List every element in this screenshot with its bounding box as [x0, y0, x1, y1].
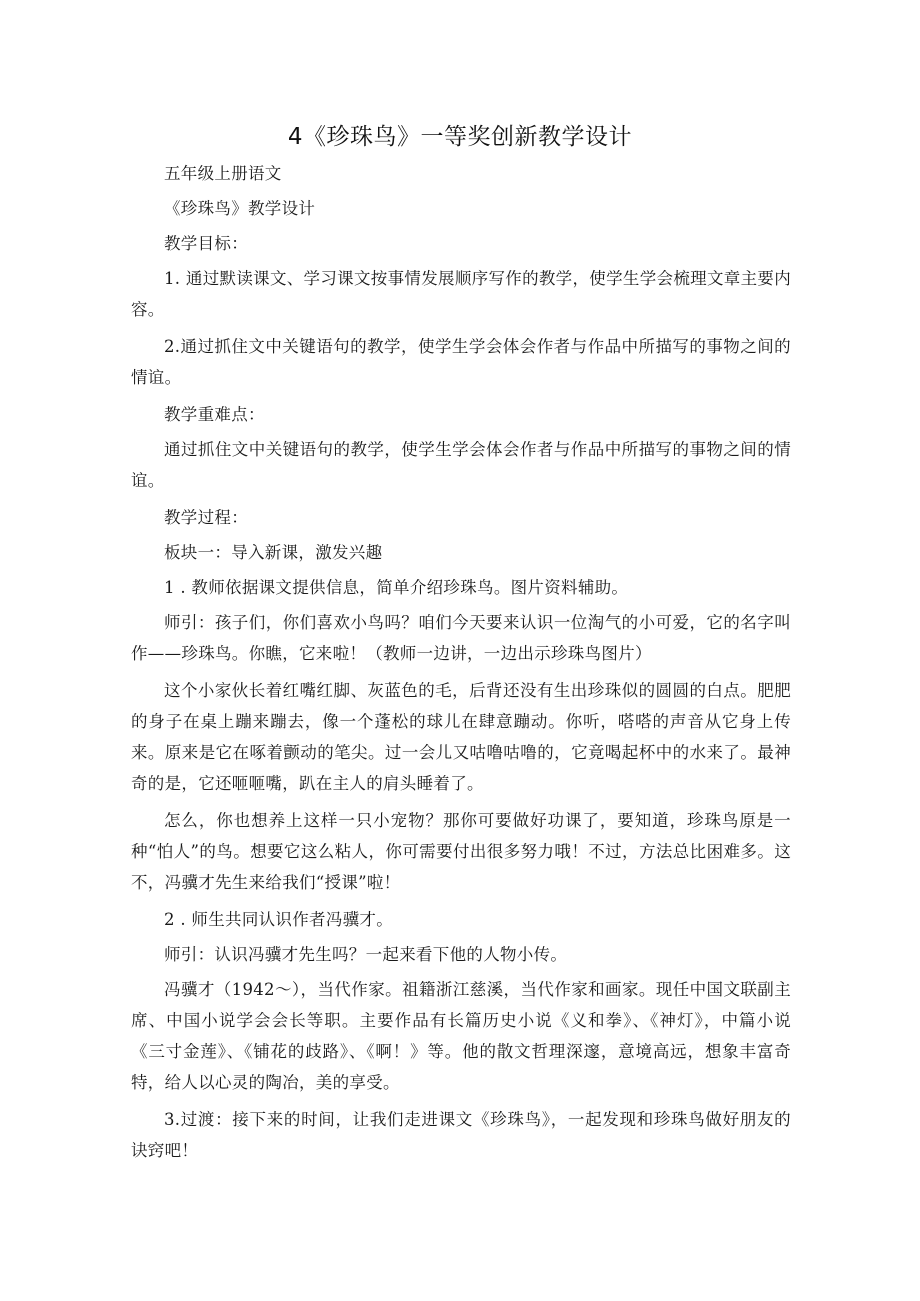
document-body [131, 158, 791, 1172]
paragraph-process-heading: 教学过程： [164, 508, 248, 527]
paragraph-objectives-heading: 教学目标： [164, 234, 248, 253]
paragraph-author-intro: 师引：认识冯骥才先生吗？一起来看下他的人物小传。 [164, 945, 568, 964]
paragraph-key-points-heading: 教学重难点： [164, 405, 265, 424]
paragraph-objective-2: 2.通过抓住文中关键语句的教学，使学生学会体会作者与作品中所描写的事物之间的情谊。 [131, 337, 791, 387]
paragraph-design-title: 《珍珠鸟》教学设计 [164, 199, 316, 218]
document-title: 4《珍珠鸟》一等奖创新教学设计 [287, 124, 633, 150]
paragraph-objective-1: 1. 通过默读课文、学习课文按事情发展顺序写作的教学，使学生学会梳理文章主要内容。 [131, 269, 791, 319]
paragraph-section-1-heading: 板块一：导入新课，激发兴趣 [164, 543, 383, 562]
paragraph-step-1: 1 . 教师依据课文提供信息，简单介绍珍珠鸟。图片资料辅助。 [164, 578, 629, 597]
paragraph-author-bio: 冯骥才（1942～），当代作家。祖籍浙江慈溪，当代作家和画家。现任中国文联副主席、中国小说学会会长等职。主要作品有长篇历史小说《义和拳》、《神灯》，中篇小说《三寸金莲》、《铺花的歧路》、《啊！》等。他的散文哲理深邃，意境高远，想象丰富奇特，给人以心灵的陶冶，美的享受。 [131, 980, 791, 1092]
paragraph-teacher-intro: 师引：孩子们，你们喜欢小鸟吗？咱们今天要来认识一位淘气的小可爱，它的名字叫作——珍珠鸟。你瞧，它来啦！（教师一边讲，一边出示珍珠鸟图片） [131, 613, 791, 663]
paragraph-bird-description: 这个小家伙长着红嘴红脚、灰蓝色的毛，后背还没有生出珍珠似的圆圆的白点。肥肥的身子在桌上蹦来蹦去，像一个蓬松的球儿在肆意蹦动。你听，嗒嗒的声音从它身上传来。原来是它在啄着颤动的笔尖。过一会儿又咕噜咕噜的，它竟喝起杯中的水来了。最神奇的是，它还咂咂嘴，趴在主人的肩头睡着了。 [131, 681, 791, 793]
paragraph-step-2: 2 . 师生共同认识作者冯骥才。 [164, 910, 394, 929]
paragraph-key-points: 通过抓住文中关键语句的教学，使学生学会体会作者与作品中所描写的事物之间的情谊。 [131, 440, 791, 490]
paragraph-pet-transition: 怎么，你也想养上这样一只小宠物？那你可要做好功课了，要知道，珍珠鸟原是一种“怕人”的鸟。想要它这么粘人，你可需要付出很多努力哦！不过，方法总比困难多。这不，冯骥才先生来给我们“授课”啦！ [131, 811, 791, 892]
paragraph-grade: 五年级上册语文 [164, 164, 282, 183]
paragraph-step-3: 3.过渡：接下来的时间，让我们走进课文《珍珠鸟》，一起发现和珍珠鸟做好朋友的诀窍吧！ [131, 1110, 791, 1160]
